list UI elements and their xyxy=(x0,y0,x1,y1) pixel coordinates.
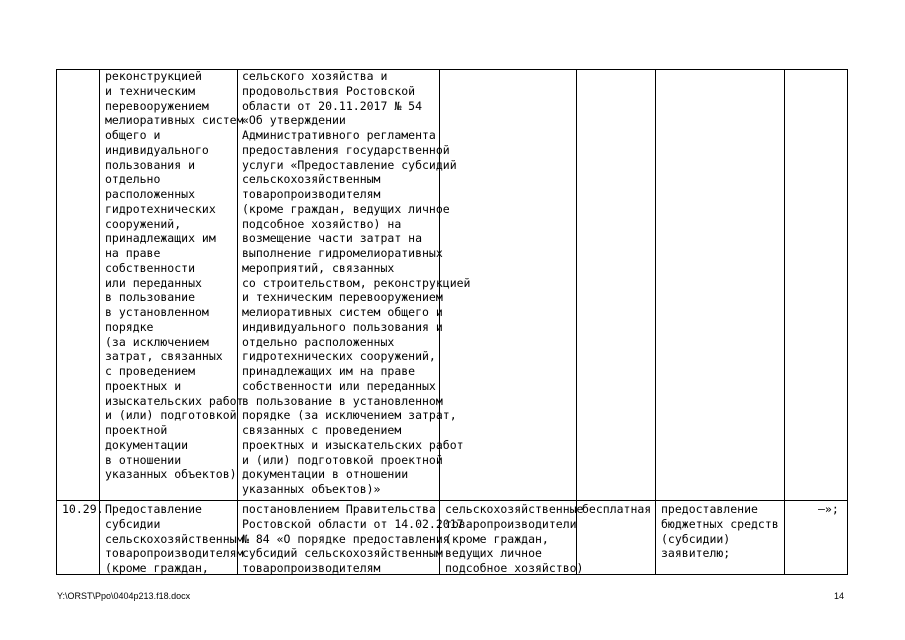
row2-fee: бесплатная xyxy=(582,502,652,516)
document-table xyxy=(56,69,848,575)
column-divider xyxy=(655,70,656,574)
row2-recipients: сельскохозяйственные товаропроизводители (кроме граждан, ведущих личное подсобное хозяйство) xyxy=(445,502,584,575)
column-divider xyxy=(784,70,785,574)
row2-closing-mark: –»; xyxy=(818,502,839,516)
column-divider xyxy=(576,70,577,574)
row2-legal-act: постановлением Правительства Ростовской области от 14.02.2017 № 84 «О порядке предоставления субсидий сельскохозяйственным товаропроизводителям xyxy=(242,502,464,575)
row2-number: 10.29. xyxy=(62,502,104,516)
row1-legal-act: сельского хозяйства и продовольствия Ростовской области от 20.11.2017 № 54 «Об утверждении Административного регламента предоставления государственной услуги «Предоставление субсидий сельскохозяйственным товаропроизводителям (кроме граждан, ведущих личное подсобное хозяйство) на возмещение части затрат на выполнение гидромелиоративных мероприятий, связанных со строительством, реконструкцией и техническим перевооружением мелиоративных систем общего и индивидуального пользования и отдельно расположенных гидротехнических сооружений, принадлежащих им на праве собственности или переданных в пользование в установленном порядке (за исключением затрат, связанных с проведением проектных и изыскательских работ и (или) подготовкой проектной документации в отношении указанных объектов)» xyxy=(242,69,471,496)
column-divider xyxy=(99,70,100,574)
page-number: 14 xyxy=(834,591,845,601)
row2-measure-description: Предоставление субсидии сельскохозяйственным товаропроизводителям (кроме граждан, xyxy=(105,502,244,575)
footer-file-path: Y:\ORST\Ppo\0404p213.f18.docx xyxy=(57,591,191,601)
row1-measure-description: реконструкцией и техническим перевооружением мелиоративных систем общего и индивидуального пользования и отдельно расположенных гидротехнических сооружений, принадлежащих им на праве собственности или переданных в пользование в установленном порядке (за исключением затрат, связанных с проведением проектных и изыскательских работ и (или) подготовкой проектной документации в отношении указанных объектов) xyxy=(105,69,244,482)
row2-result: предоставление бюджетных средств (субсидии) заявителю; xyxy=(661,502,779,561)
row-divider xyxy=(57,500,847,501)
